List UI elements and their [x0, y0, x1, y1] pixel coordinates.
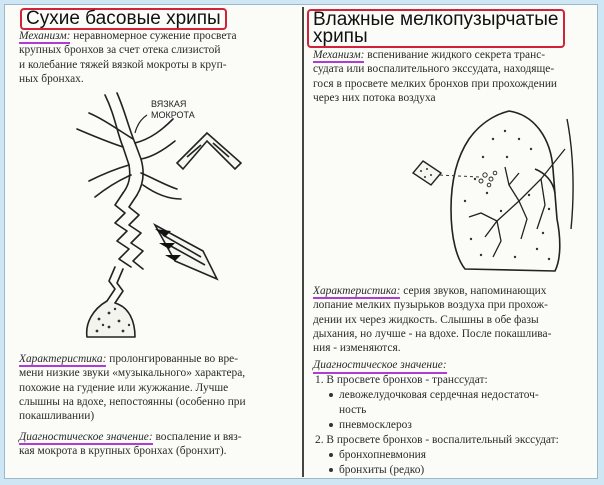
moist-diagnostic-item-3: ность [339, 404, 367, 416]
moist-diagnostic-item-2: левожелудочковая сердечная недостаточ- [329, 388, 539, 402]
moist-mechanism-line-3: гося в просвете мелких бронхов при прохождении [313, 77, 558, 90]
moist-characteristic-line-4: дыхания, но лучше - на вдохе. После покашлива- [313, 327, 552, 340]
moist-characteristic [313, 284, 595, 355]
dry-mechanism-line-2: крупных бронхов за счет отека слизистой [19, 44, 221, 57]
lung-illustration [305, 109, 597, 279]
moist-diagnostic-item-5: 2. В просвете бронхов - воспалительный экссудат: [315, 434, 559, 446]
dry-characteristic-line-2: мени низкие звуки «музыкального» характера, [19, 367, 246, 380]
moist-mechanism-line-2: судата или воспалительного экссудата, находяще- [313, 63, 555, 76]
moist-diagnostic-item-4: пневмосклероз [329, 418, 412, 432]
dry-diagnostic [19, 430, 297, 459]
moist-rales-title [307, 9, 565, 48]
dry-mechanism-line-3: и колебание тяжей вязкой мокроты в круп- [19, 58, 227, 71]
handout-page [4, 4, 598, 479]
dry-mechanism-label: Механизм: [19, 30, 71, 42]
dry-diagnostic-line-1: воспаление и вяз- [152, 431, 242, 443]
viscous-sputum-label-1: ВЯЗКАЯ [151, 99, 187, 109]
dry-mechanism-line-1: неравномерное сужение просвета [70, 30, 237, 42]
dry-diagnostic-label: Диагностическое значение: [19, 431, 153, 443]
moist-characteristic-line-5: ния - изменяются. [313, 342, 401, 355]
large-bronchi-illustration [5, 85, 301, 345]
moist-characteristic-line-2: лопание мелких пузырьков воздуха при прохож- [313, 299, 548, 312]
moist-diagnostic-item-7: бронхиты (редко) [329, 463, 424, 477]
moist-characteristic-label: Характеристика: [313, 285, 401, 297]
dry-characteristic [19, 352, 297, 423]
dry-mechanism [19, 29, 297, 86]
dry-mechanism-line-4: ных бронхах. [19, 72, 84, 85]
dry-characteristic-line-5: покашливании) [19, 410, 95, 423]
dry-characteristic-line-3: похожие на гудение или жужжание. Лучше [19, 381, 229, 394]
moist-mechanism-line-1: вспенивание жидкого секрета транс- [364, 49, 546, 61]
moist-characteristic-line-1: серия звуков, напоминающих [400, 285, 547, 297]
column-divider [302, 7, 304, 477]
dry-characteristic-line-1: пролонгированные во вре- [106, 353, 239, 365]
moist-rales-title-line-1: Влажные мелкопузырчатые [313, 9, 559, 30]
moist-diagnostic-item-6: бронхопневмония [329, 448, 426, 462]
moist-characteristic-line-3: дении их через жидкость. Слышны в обе фазы [313, 313, 539, 326]
dry-characteristic-label: Характеристика: [19, 353, 107, 365]
moist-mechanism-line-4: через них потока воздуха [313, 91, 436, 104]
dry-diagnostic-line-2: кая мокрота в крупных бронхах (бронхит). [19, 445, 227, 458]
moist-rales-title-line-2: хрипы [313, 26, 368, 47]
dry-characteristic-line-4: слышны на вдохе, непостоянны (особенно при [19, 395, 246, 408]
moist-mechanism [313, 48, 595, 105]
dry-rales-title: Сухие басовые хрипы [20, 8, 227, 30]
moist-diagnostic-item-1: 1. В просвете бронхов - транссудат: [315, 374, 488, 386]
moist-mechanism-label: Механизм: [313, 49, 365, 61]
moist-diagnostic-label: Диагностическое значение: [313, 358, 447, 374]
viscous-sputum-label-2: МОКРОТА [151, 110, 195, 120]
